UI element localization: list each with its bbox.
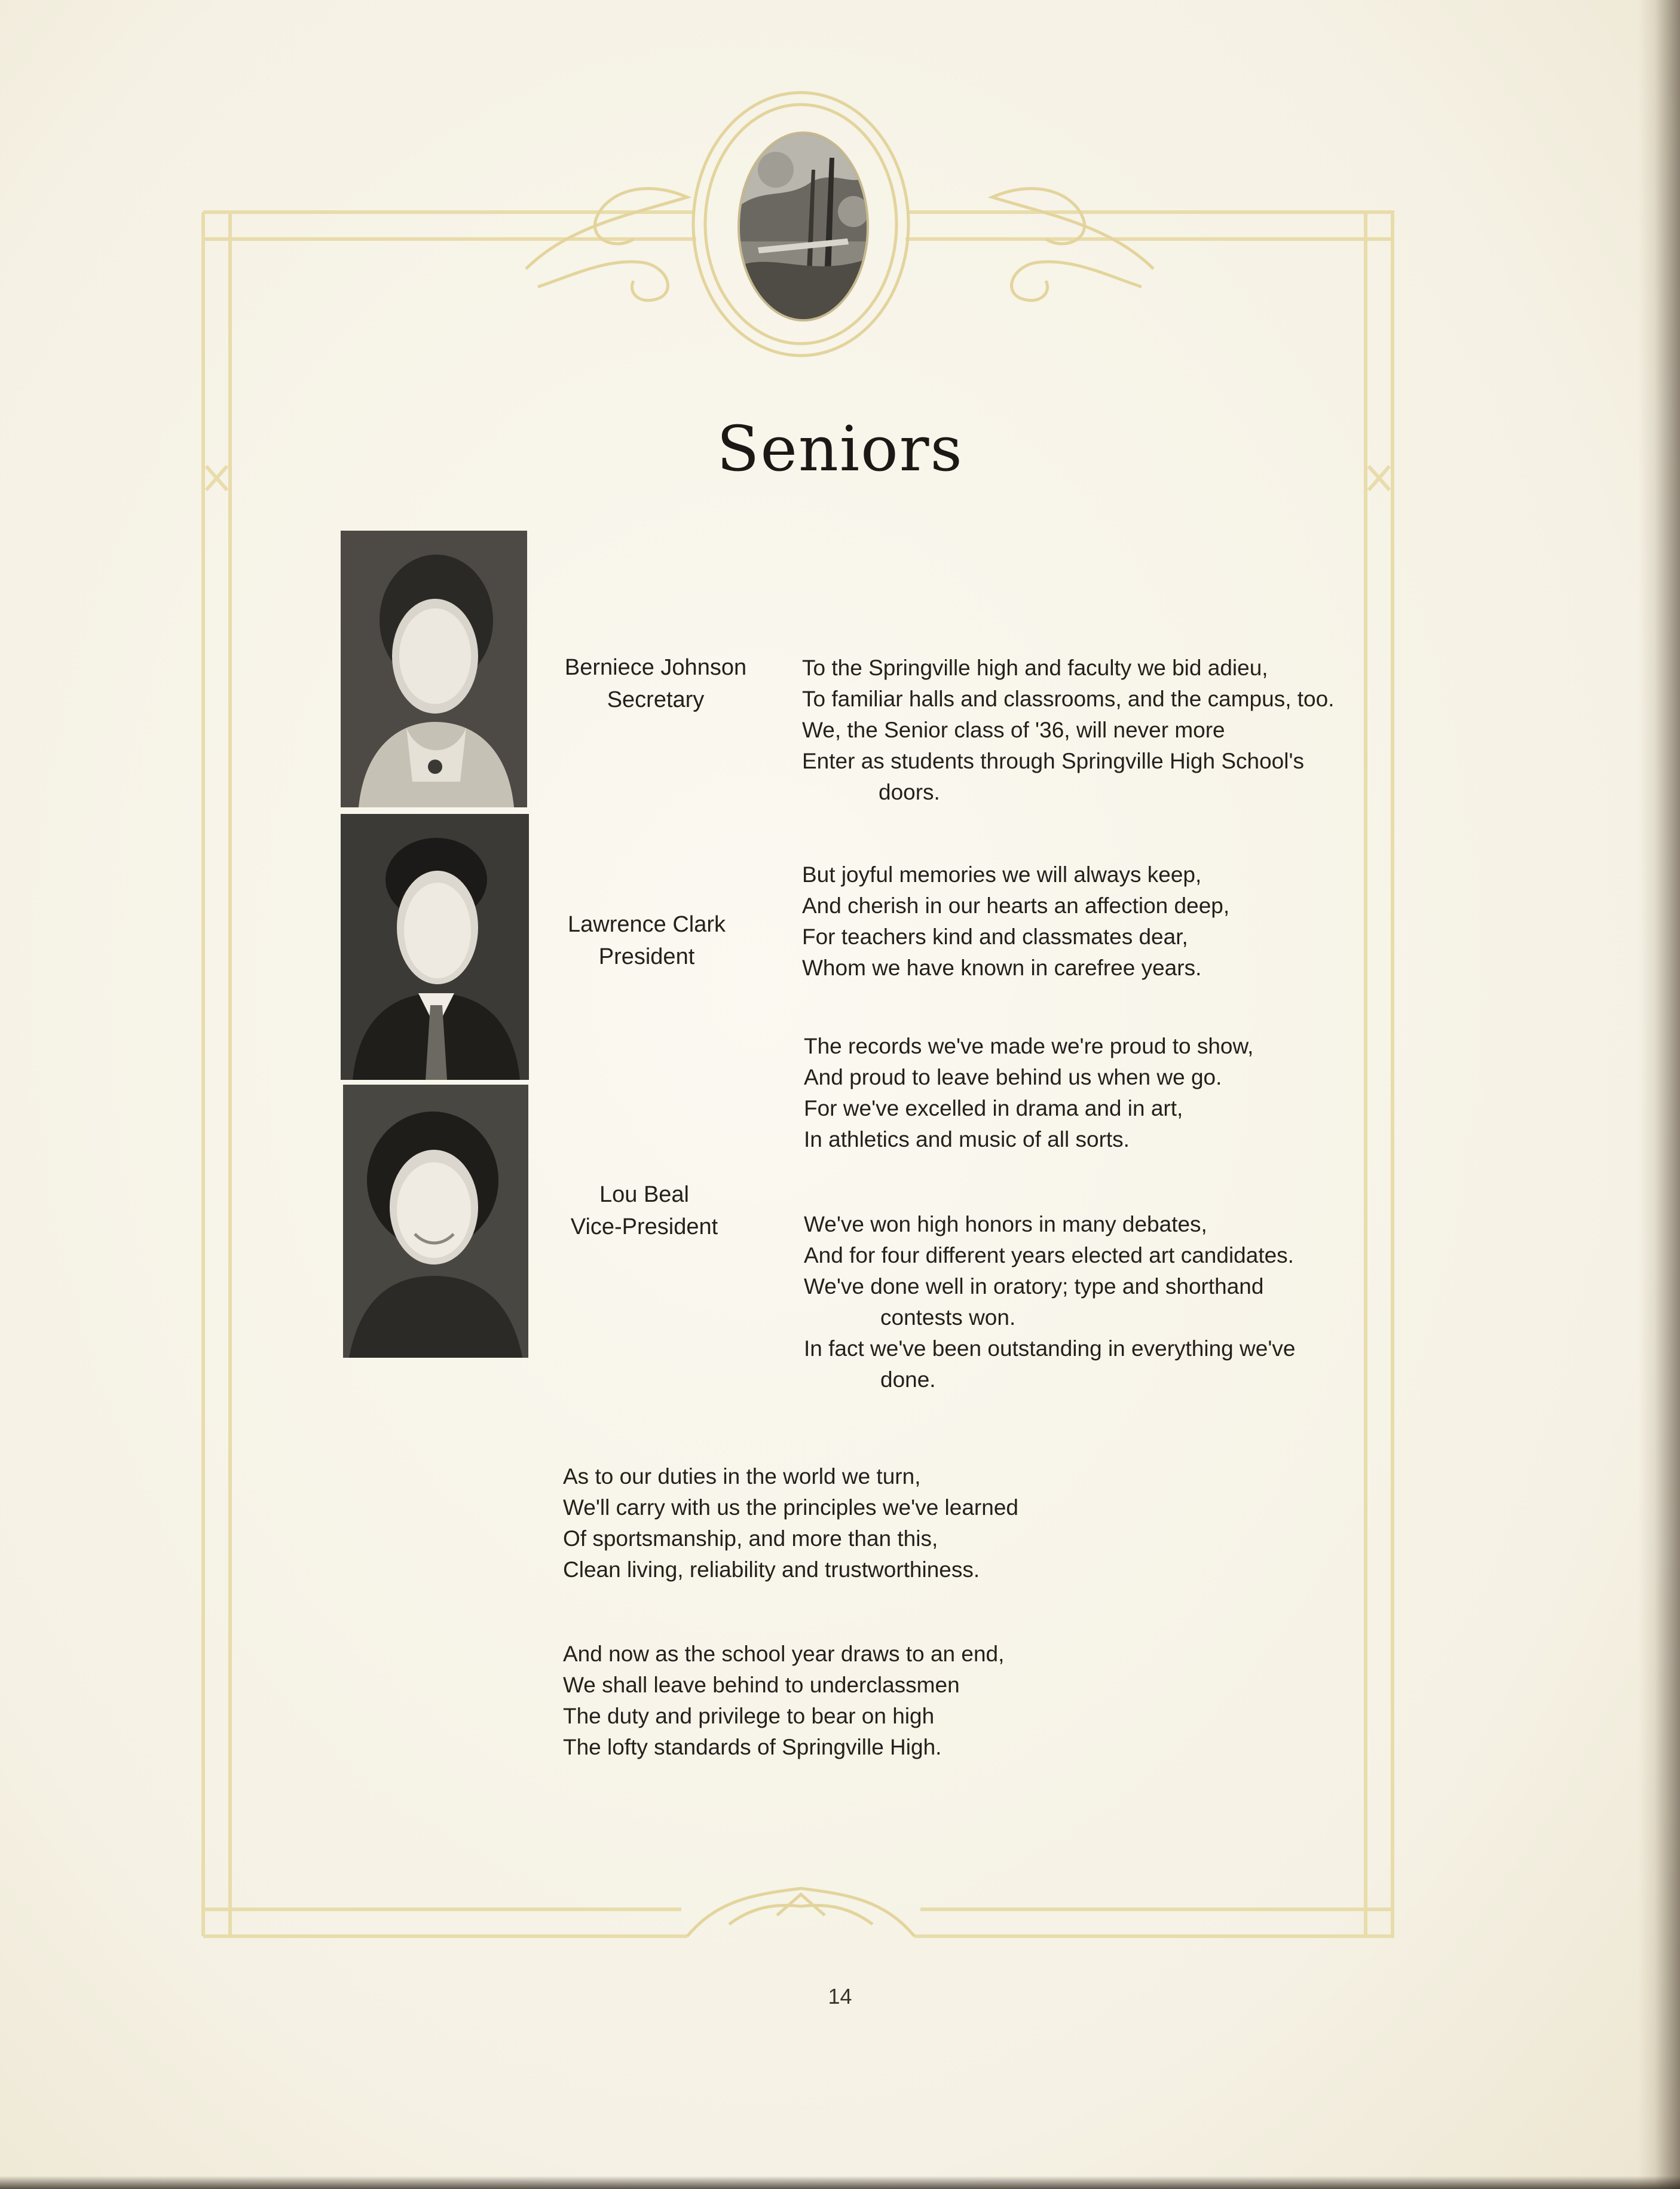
portrait-photo-lawrence-clark — [341, 814, 529, 1080]
poem-line: Whom we have known in carefree years. — [802, 956, 1202, 980]
poem-line: And proud to leave behind us when we go. — [804, 1065, 1222, 1089]
portrait-photo-lou-beal — [343, 1085, 528, 1358]
poem-line: We've won high honors in many debates, — [804, 1212, 1207, 1236]
poem-line: We'll carry with us the principles we've learned — [563, 1495, 1018, 1520]
poem-line: Of sportsmanship, and more than this, — [563, 1526, 938, 1551]
officer-name: Lou Beal — [599, 1182, 689, 1207]
poem-line: For teachers kind and classmates dear, — [802, 924, 1188, 949]
poem-line: But joyful memories we will always keep, — [802, 862, 1202, 887]
poem-line: The lofty standards of Springville High. — [563, 1735, 942, 1759]
poem-line: doors. — [879, 780, 940, 804]
poem-stanza-6 — [563, 1639, 1004, 1763]
poem-line: We've done well in oratory; type and shorthand — [804, 1274, 1264, 1299]
poem-line: We, the Senior class of '36, will never more — [802, 718, 1225, 742]
page-bottom-shadow — [0, 2176, 1680, 2189]
poem-line: And cherish in our hearts an affection deep, — [802, 893, 1230, 918]
poem-line: The duty and privilege to bear on high — [563, 1704, 935, 1728]
officer-role: Vice-President — [570, 1214, 718, 1239]
officer-role: President — [598, 944, 695, 969]
poem-stanza-1 — [802, 653, 1334, 808]
officer-name: Berniece Johnson — [564, 655, 747, 680]
poem-line: done. — [880, 1367, 936, 1392]
poem-line: To familiar halls and classrooms, and the campus, too. — [802, 687, 1335, 711]
portrait-photo-berniece-johnson — [341, 531, 527, 807]
poem-line: As to our duties in the world we turn, — [563, 1464, 921, 1489]
poem-line: To the Springville high and faculty we bid adieu, — [802, 656, 1268, 680]
poem-line: And now as the school year draws to an end, — [563, 1642, 1005, 1666]
poem-stanza-5 — [563, 1461, 1018, 1585]
page-number: 14 — [828, 1984, 852, 2009]
poem-line: In athletics and music of all sorts. — [804, 1127, 1130, 1152]
officer-caption-2 — [521, 908, 772, 973]
officer-role: Secretary — [607, 687, 705, 712]
poem-line: For we've excelled in drama and in art, — [804, 1096, 1183, 1120]
officer-caption-3 — [519, 1178, 770, 1243]
officer-name: Lawrence Clark — [568, 912, 726, 937]
page-title: Seniors — [717, 412, 963, 485]
poem-line: In fact we've been outstanding in everything we've — [804, 1336, 1296, 1361]
landscape-medallion — [738, 131, 869, 322]
poem-stanza-3 — [804, 1031, 1253, 1155]
poem-line: We shall leave behind to underclassmen — [563, 1673, 960, 1697]
poem-stanza-2 — [802, 859, 1229, 984]
poem-line: contests won. — [880, 1305, 1016, 1330]
poem-line: Enter as students through Springville High School's — [802, 749, 1305, 773]
officer-caption-1 — [530, 651, 781, 716]
poem-line: And for four different years elected art candidates. — [804, 1243, 1294, 1268]
poem-stanza-4 — [804, 1209, 1295, 1395]
poem-line: The records we've made we're proud to show, — [804, 1034, 1254, 1058]
page-edge-shadow — [1638, 0, 1680, 2189]
poem-line: Clean living, reliability and trustworthiness. — [563, 1557, 980, 1582]
